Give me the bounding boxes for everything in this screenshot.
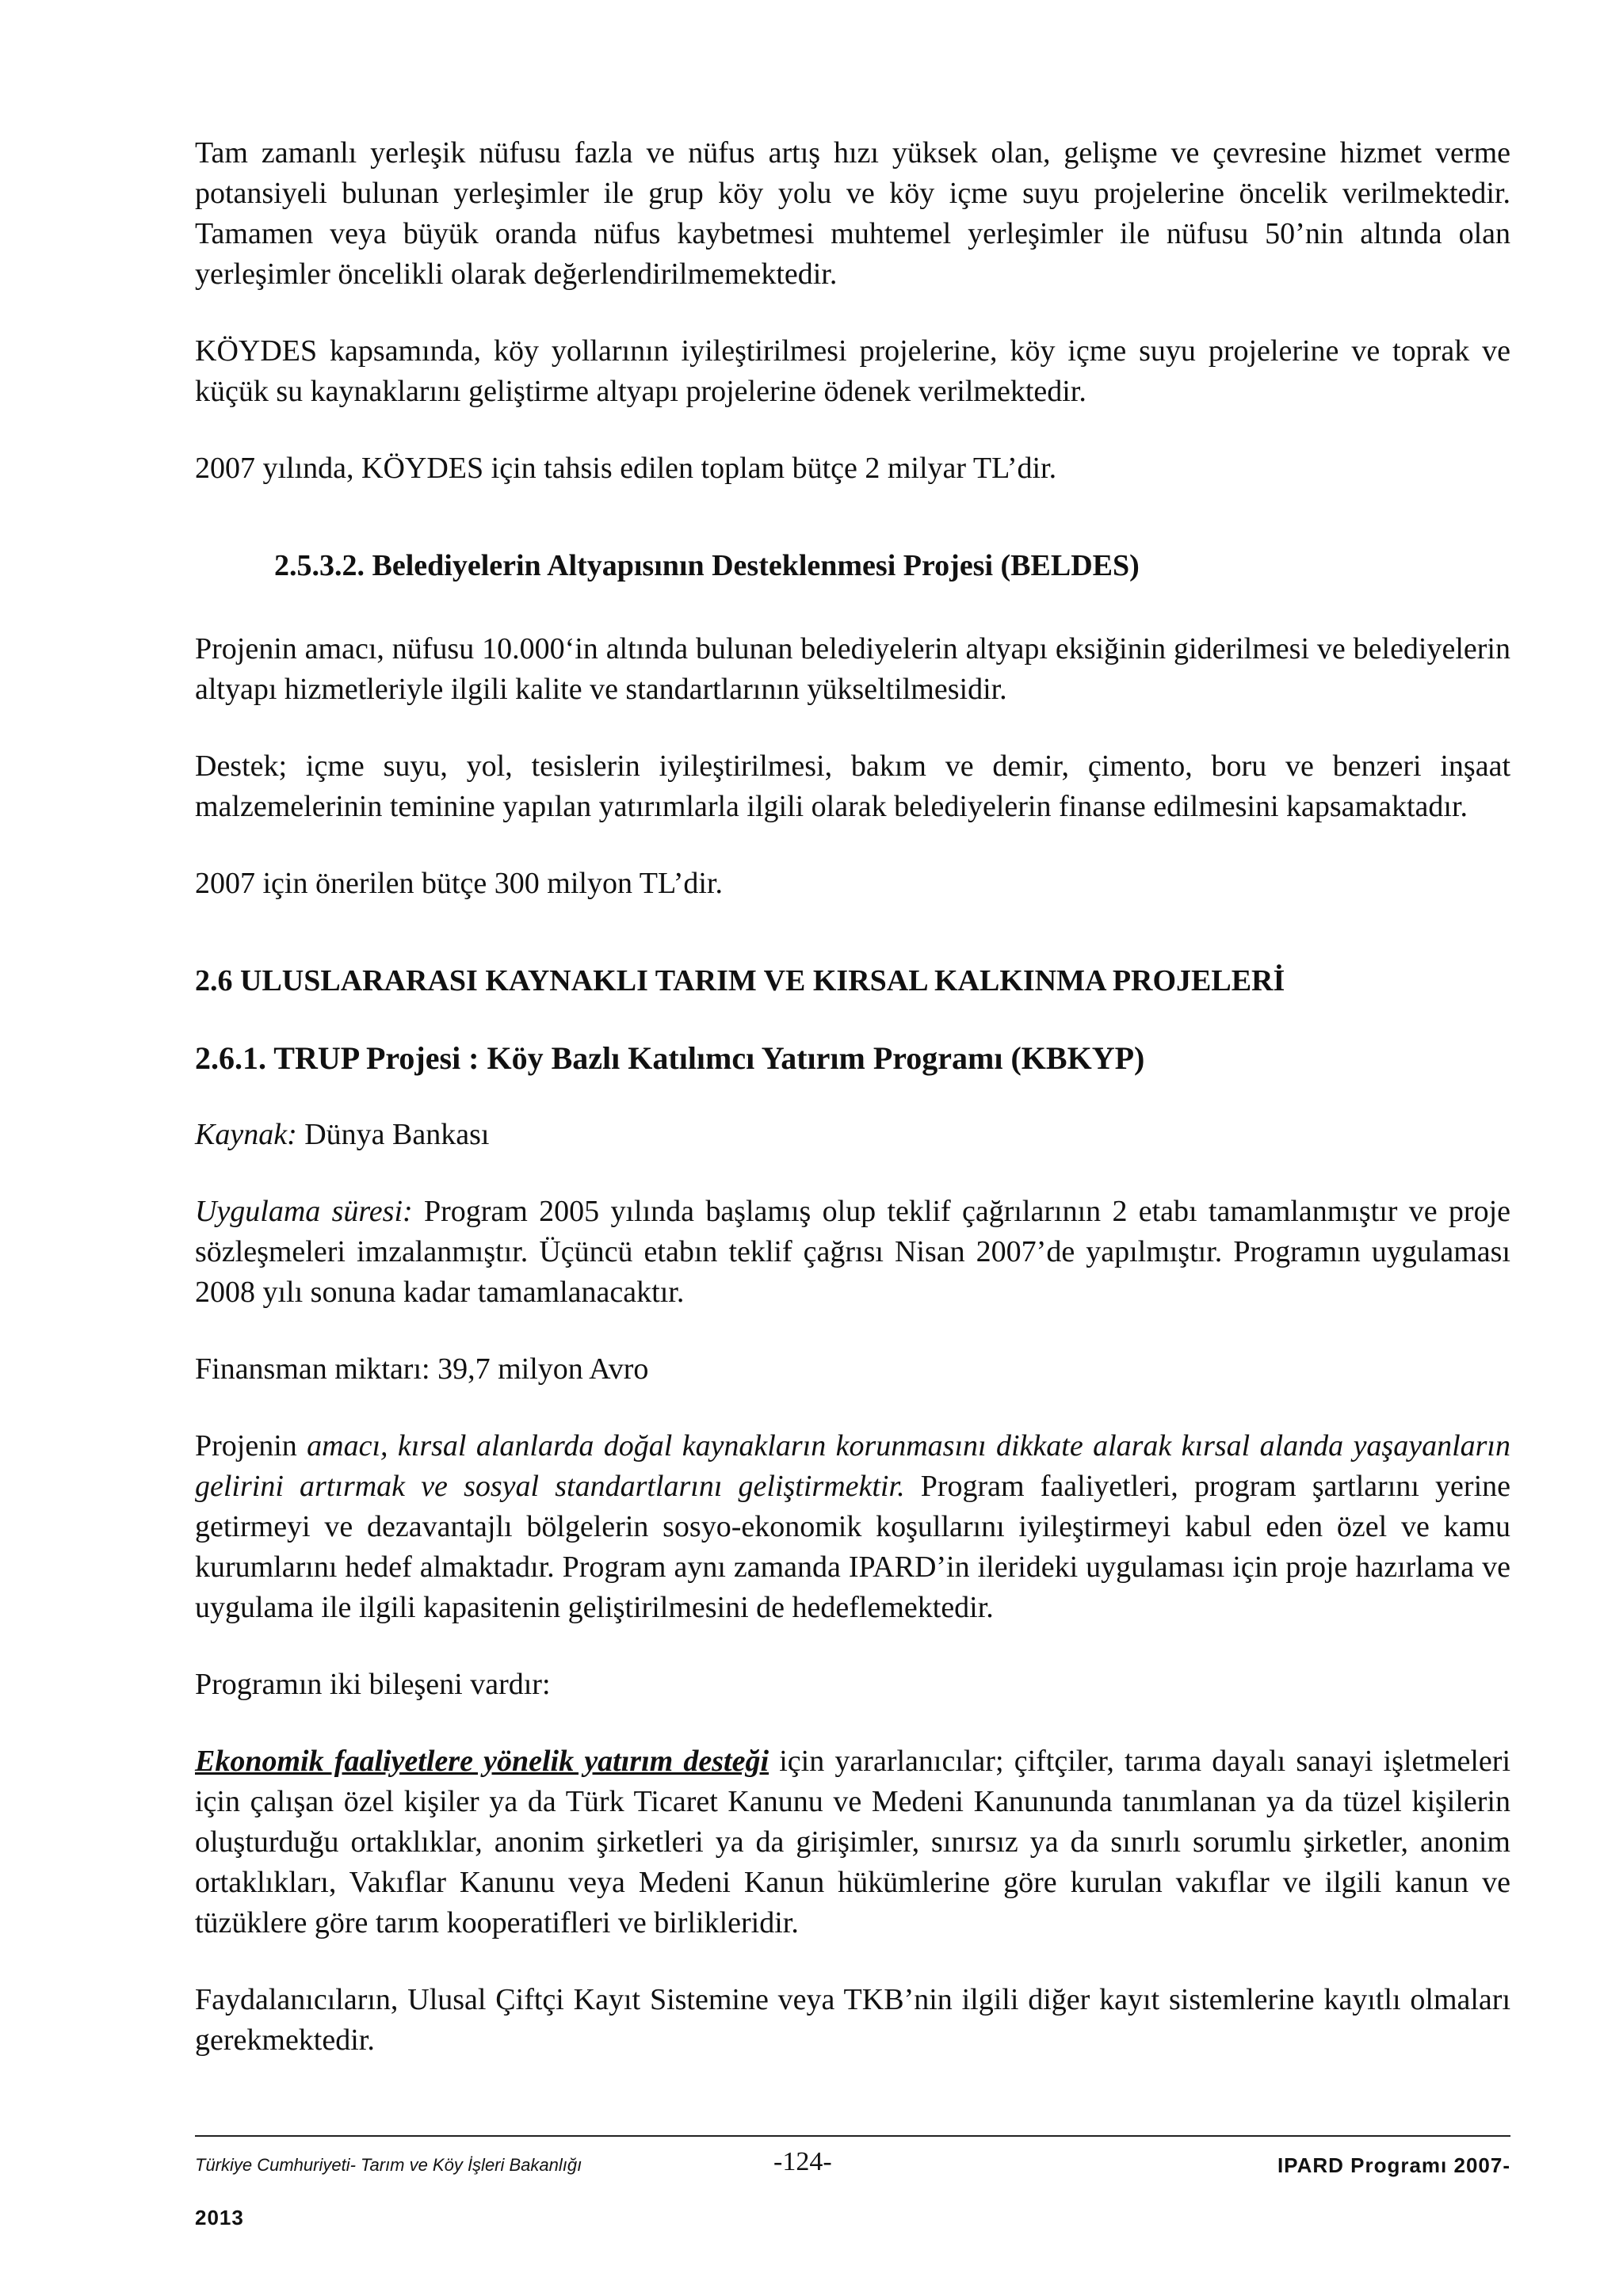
paragraph-components: Programın iki bileşeni vardır: xyxy=(195,1668,551,1701)
paragraph-beldes-budget: 2007 için önerilen bütçe 300 milyon TL’dir. xyxy=(195,867,723,900)
footer-page-number: -124- xyxy=(773,2147,832,2176)
paragraph-kaynak xyxy=(195,1115,1510,1155)
heading-trup-project: 2.6.1. TRUP Projesi : Köy Bazlı Katılımcı Yatırım Programı (KBKYP) xyxy=(195,1040,1145,1076)
uygulama-value: Program 2005 yılında başlamış olup teklif çağrılarının 2 etabı tamamlanmıştır ve proje sözleşmeleri imzalanmıştır. Üçüncü etabın teklif çağrısı Nisan 2007’de yapılmıştır. Programın uygulaması 2008 yılı sonuna kadar tamamlanacaktır. xyxy=(195,1195,1510,1309)
amac-start: Projenin xyxy=(195,1429,307,1463)
footer-program: IPARD Programı 2007- xyxy=(1277,2153,1510,2177)
kaynak-value: Dünya Bankası xyxy=(296,1118,490,1151)
heading-beldes: 2.5.3.2. Belediyelerin Altyapısının Desteklenmesi Projesi (BELDES) xyxy=(274,549,1140,582)
paragraph-project-purpose xyxy=(195,1426,1510,1628)
page-content xyxy=(195,133,1510,2061)
footer-ministry: Türkiye Cumhuriyeti- Tarım ve Köy İşleri Bakanlığı xyxy=(195,2155,582,2175)
paragraph-beldes-support: Destek; içme suyu, yol, tesislerin iyileştirilmesi, bakım ve demir, çimento, boru ve benzeri inşaat malzemelerinin teminine yapılan yatırımlarla ilgili olarak belediyelerin finanse edilmesini kapsamaktadır. xyxy=(195,749,1510,823)
paragraph-finansman: Finansman miktarı: 39,7 milyon Avro xyxy=(195,1352,649,1386)
paragraph-koydes-budget: 2007 yılında, KÖYDES için tahsis edilen toplam bütçe 2 milyar TL’dir. xyxy=(195,452,1057,485)
paragraph-beldes-purpose: Projenin amacı, nüfusu 10.000‘in altında bulunan belediyelerin altyapı eksiğinin giderilmesi ve belediyelerin altyapı hizmetleriyle ilgili kalite ve standartlarının yükseltilmesidir. xyxy=(195,632,1510,706)
paragraph-uygulama xyxy=(195,1192,1510,1313)
ekonomik-label: Ekonomik faaliyetlere yönelik yatırım desteği xyxy=(195,1745,769,1778)
amac-rest: Program faaliyetleri, program şartlarını yerine getirmeyi ve dezavantajlı bölgelerin sosyo-ekonomik koşullarını iyileştirmeyi kabul eden özel ve kamu kurumlarını hedef almaktadır. Program aynı zamanda IPARD’in ilerideki uygulaması için proje hazırlama ve uygulama ile ilgili kapasitenin geliştirilmesini de hedeflemektedir. xyxy=(195,1470,1511,1624)
footer-divider xyxy=(195,2135,1510,2137)
paragraph-ekonomik xyxy=(195,1741,1510,1943)
footer-year: 2013 xyxy=(195,2206,244,2229)
paragraph-koydes-scope: KÖYDES kapsamında, köy yollarının iyileştirilmesi projelerine, köy içme suyu projelerine ve toprak ve küçük su kaynaklarını geliştirme altyapı projelerine ödenek verilmektedir. xyxy=(195,334,1510,408)
kaynak-label: Kaynak: xyxy=(195,1118,297,1151)
paragraph-settlement-priority: Tam zamanlı yerleşik nüfusu fazla ve nüfus artış hızı yüksek olan, gelişme ve çevresine hizmet verme potansiyeli bulunan yerleşimler ile grup köy yolu ve köy içme suyu projelerine öncelik verilmektedir. Tamamen veya büyük oranda nüfus kaybetmesi muhtemel yerleşimler ile nüfusu 50’nin altında olan yerleşimler öncelikli olarak değerlendirilmemektedir. xyxy=(195,136,1510,291)
heading-section-2-6: 2.6 ULUSLARARASI KAYNAKLI TARIM VE KIRSAL KALKINMA PROJELERİ xyxy=(195,964,1285,997)
paragraph-faydalanici: Faydalanıcıların, Ulusal Çiftçi Kayıt Sistemine veya TKB’nin ilgili diğer kayıt sistemlerine kayıtlı olmaları gerekmektedir. xyxy=(195,1983,1510,2057)
amac-italic: amacı, kırsal alanlarda doğal kaynakların korunmasını dikkate alarak kırsal alanda yaşayanların gelirini artırmak ve sosyal standartlarını geliştirmektir. xyxy=(195,1429,1510,1503)
uygulama-label: Uygulama süresi: xyxy=(195,1195,413,1228)
ekonomik-rest: için yararlanıcılar; çiftçiler, tarıma dayalı sanayi işletmeleri için çalışan özel kişiler ya da Türk Ticaret Kanunu ve Medeni Kanununda tanımlanan ya da tüzel kişilerin oluşturduğu ortaklıklar, anonim şirketleri ya da girişimler, sınırsız ya da sınırlı sorumlu şirketler, anonim ortaklıkları, Vakıflar Kanunu veya Medeni Kanun hükümlerine göre kurulan vakıflar ve ilgili kanun ve tüzüklere göre tarım kooperatifleri ve birlikleridir. xyxy=(195,1745,1511,1939)
